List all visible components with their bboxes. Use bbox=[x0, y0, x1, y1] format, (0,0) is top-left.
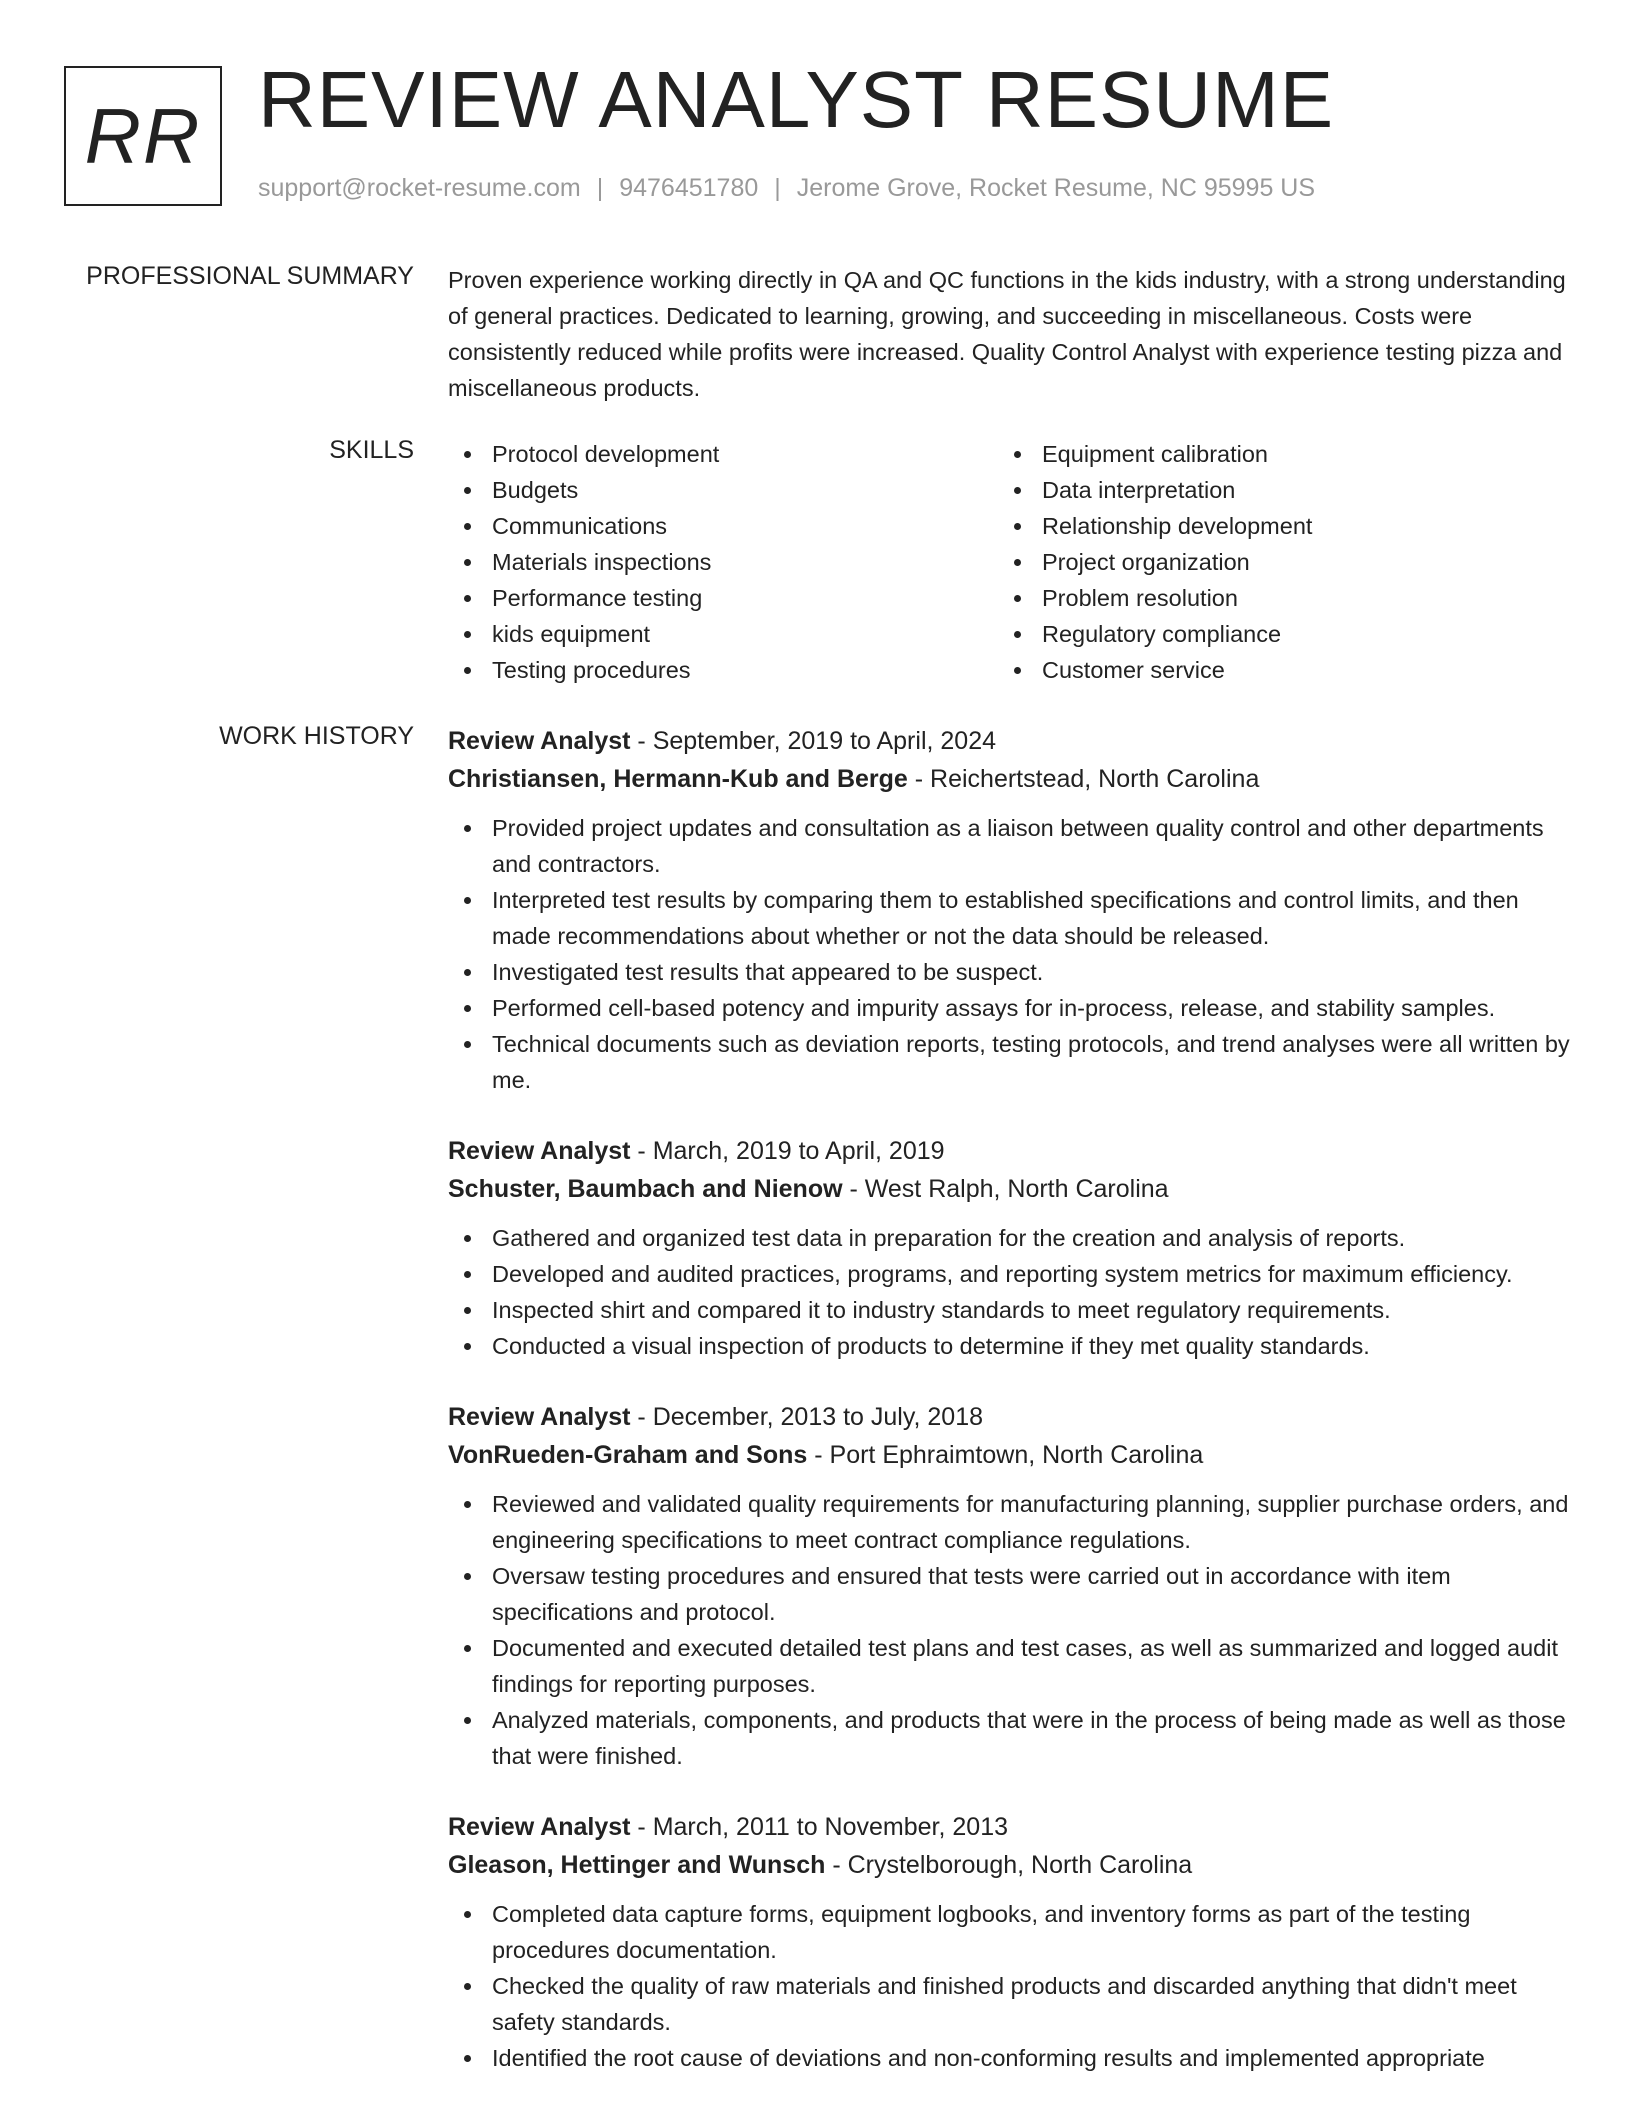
job-bullet: Inspected shirt and compared it to industry standards to meet regulatory requirements. bbox=[448, 1292, 1578, 1328]
jobs-list bbox=[448, 722, 1578, 2110]
job-bullet: Conducted a visual inspection of products to determine if they met quality standards. bbox=[448, 1328, 1578, 1364]
monogram-text: RR bbox=[84, 91, 202, 180]
job-bullet: Developed and audited practices, programs, and reporting system metrics for maximum efficiency. bbox=[448, 1256, 1578, 1292]
job-bullet: Reviewed and validated quality requirements for manufacturing planning, supplier purchase orders, and engineering specifications to meet contract compliance regulations. bbox=[448, 1486, 1578, 1558]
contact-email: support@rocket-resume.com bbox=[258, 174, 581, 202]
job-entry bbox=[448, 722, 1578, 1098]
job-bullet: Oversaw testing procedures and ensured that tests were carried out in accordance with item specifications and protocol. bbox=[448, 1558, 1578, 1630]
job-bullet: Identified the root cause of deviations and non-conforming results and implemented appropriate bbox=[448, 2040, 1578, 2076]
contact-phone: 9476451780 bbox=[619, 174, 759, 202]
skill-item: Protocol development bbox=[448, 436, 998, 472]
job-bullet: Gathered and organized test data in preparation for the creation and analysis of reports. bbox=[448, 1220, 1578, 1256]
job-title-line bbox=[448, 722, 1578, 760]
section-label: WORK HISTORY bbox=[219, 722, 414, 750]
job-company: VonRueden-Graham and Sons bbox=[448, 1441, 808, 1469]
skill-item: Budgets bbox=[448, 472, 998, 508]
job-bullets bbox=[448, 1220, 1578, 1364]
contact-line bbox=[258, 174, 1315, 203]
job-location: - Port Ephraimtown, North Carolina bbox=[807, 1441, 1204, 1469]
job-entry bbox=[448, 1132, 1578, 1364]
contact-address: Jerome Grove, Rocket Resume, NC 95995 US bbox=[796, 174, 1316, 202]
summary-text: Proven experience working directly in QA and QC functions in the kids industry, with a strong understanding of general practices. Dedicated to learning, growing, and succeeding in miscellaneous. Costs were consistently reduced while profits were increased. Quality Control Analyst with experience testing pizza and miscellaneous products. bbox=[448, 267, 1566, 401]
skill-item: kids equipment bbox=[448, 616, 998, 652]
job-title-line bbox=[448, 1132, 1578, 1170]
skill-item: Equipment calibration bbox=[998, 436, 1548, 472]
job-company-line bbox=[448, 760, 1578, 798]
job-bullets bbox=[448, 1486, 1578, 1774]
job-bullet: Interpreted test results by comparing them to established specifications and control limits, and then made recommendations about whether or not the data should be released. bbox=[448, 882, 1578, 954]
section-label: PROFESSIONAL SUMMARY bbox=[86, 262, 414, 290]
skill-item: Materials inspections bbox=[448, 544, 998, 580]
contact-separator: | bbox=[596, 174, 604, 202]
job-entry bbox=[448, 1398, 1578, 1774]
job-company-line bbox=[448, 1170, 1578, 1208]
job-entry bbox=[448, 1808, 1578, 2076]
job-title: Review Analyst bbox=[448, 1813, 631, 1841]
job-dates: - September, 2019 to April, 2024 bbox=[630, 727, 996, 755]
job-company: Schuster, Baumbach and Nienow bbox=[448, 1175, 843, 1203]
job-bullet: Provided project updates and consultation as a liaison between quality control and other departments and contractors. bbox=[448, 810, 1578, 882]
job-location: - Reichertstead, North Carolina bbox=[907, 765, 1260, 793]
job-bullet: Investigated test results that appeared to be suspect. bbox=[448, 954, 1578, 990]
skills-list-left bbox=[448, 436, 998, 688]
skill-item: Project organization bbox=[998, 544, 1548, 580]
job-dates: - December, 2013 to July, 2018 bbox=[630, 1403, 983, 1431]
job-bullet: Performed cell-based potency and impurity assays for in-process, release, and stability samples. bbox=[448, 990, 1578, 1026]
job-title-line bbox=[448, 1398, 1578, 1436]
skill-item: Relationship development bbox=[998, 508, 1548, 544]
job-title: Review Analyst bbox=[448, 1137, 631, 1165]
skill-item: Performance testing bbox=[448, 580, 998, 616]
skill-item: Testing procedures bbox=[448, 652, 998, 688]
job-title: Review Analyst bbox=[448, 727, 631, 755]
job-dates: - March, 2019 to April, 2019 bbox=[630, 1137, 945, 1165]
job-bullet: Technical documents such as deviation reports, testing protocols, and trend analyses were all written by me. bbox=[448, 1026, 1578, 1098]
job-bullets bbox=[448, 1896, 1578, 2076]
skill-item: Customer service bbox=[998, 652, 1548, 688]
job-bullet: Checked the quality of raw materials and finished products and discarded anything that didn't meet safety standards. bbox=[448, 1968, 1578, 2040]
monogram-badge bbox=[64, 66, 222, 206]
job-company: Christiansen, Hermann-Kub and Berge bbox=[448, 765, 908, 793]
skill-item: Problem resolution bbox=[998, 580, 1548, 616]
job-dates: - March, 2011 to November, 2013 bbox=[630, 1813, 1008, 1841]
resume-title: REVIEW ANALYST RESUME bbox=[258, 55, 1335, 144]
job-title-line bbox=[448, 1808, 1578, 1846]
job-bullet: Documented and executed detailed test plans and test cases, as well as summarized and logged audit findings for reporting purposes. bbox=[448, 1630, 1578, 1702]
job-title: Review Analyst bbox=[448, 1403, 631, 1431]
job-bullet: Analyzed materials, components, and products that were in the process of being made as well as those that were finished. bbox=[448, 1702, 1578, 1774]
job-bullets bbox=[448, 810, 1578, 1098]
job-company: Gleason, Hettinger and Wunsch bbox=[448, 1851, 826, 1879]
contact-separator: | bbox=[774, 174, 781, 202]
skills-list-right bbox=[998, 436, 1548, 688]
job-company-line bbox=[448, 1846, 1578, 1884]
job-location: - West Ralph, North Carolina bbox=[842, 1175, 1169, 1203]
job-bullet: Completed data capture forms, equipment logbooks, and inventory forms as part of the testing procedures documentation. bbox=[448, 1896, 1578, 1968]
skill-item: Regulatory compliance bbox=[998, 616, 1548, 652]
skill-item: Data interpretation bbox=[998, 472, 1548, 508]
job-location: - Crystelborough, North Carolina bbox=[825, 1851, 1193, 1879]
section-label: SKILLS bbox=[329, 436, 414, 464]
job-company-line bbox=[448, 1436, 1578, 1474]
skill-item: Communications bbox=[448, 508, 998, 544]
